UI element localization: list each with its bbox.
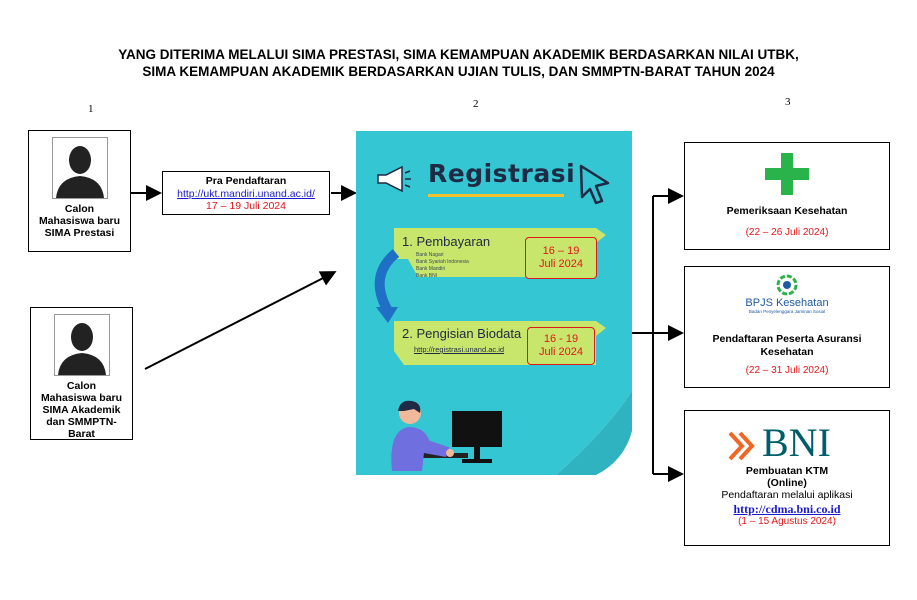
diagram-title-line-1: YANG DITERIMA MELALUI SIMA PRESTASI, SIMA KEMAMPUAN AKADEMIK BERDASARKAN NILAI UTBK, bbox=[118, 47, 799, 62]
applicant2-line4: dan SMMPTN- bbox=[46, 416, 117, 428]
step-number-2: 2 bbox=[473, 98, 479, 110]
megaphone-icon bbox=[372, 165, 412, 193]
registration-title: Registrasi bbox=[428, 159, 576, 188]
ktm-date: (1 – 15 Agustus 2024) bbox=[738, 516, 836, 527]
payment-date-box bbox=[525, 237, 597, 279]
bpjs-logo bbox=[738, 273, 836, 323]
applicant-sima-prestasi-box bbox=[28, 130, 131, 252]
biodata-link[interactable]: http://registrasi.unand.ac.id bbox=[414, 345, 505, 354]
step-number-1: 1 bbox=[88, 103, 94, 115]
medical-cross-icon bbox=[765, 153, 809, 195]
cursor-icon bbox=[578, 163, 612, 207]
pre-registration-link[interactable]: http://ukt.mandiri.unand.ac.id/ bbox=[177, 187, 315, 200]
applicant2-line5: Barat bbox=[68, 428, 95, 440]
diagram-title-line-2: SIMA KEMAMPUAN AKADEMIK BERDASARKAN UJIAN TULIS, DAN SMMPTN-BARAT TAHUN 2024 bbox=[142, 64, 775, 79]
bank-item: Bank Mandiri bbox=[416, 266, 446, 272]
bni-emblem-icon bbox=[728, 431, 758, 461]
applicant-photo-placeholder bbox=[52, 137, 108, 199]
arrow-applicant2-to-registration bbox=[145, 273, 333, 369]
payment-step-label: 1. Pembayaran bbox=[402, 234, 491, 249]
pre-registration-box bbox=[162, 171, 330, 215]
insurance-box bbox=[684, 266, 890, 388]
applicant1-line2: Mahasiswa baru bbox=[38, 215, 121, 227]
insurance-title-line1: Pendaftaran Peserta Asuransi bbox=[712, 333, 862, 345]
applicant2-line2: Mahasiswa baru bbox=[40, 392, 123, 404]
bank-item: Bank BNI bbox=[416, 273, 438, 279]
bpjs-emblem-icon bbox=[774, 273, 800, 297]
biodata-step-label: 2. Pengisian Biodata bbox=[402, 326, 522, 341]
applicant-sima-akademik-box bbox=[30, 307, 133, 440]
bpjs-logo-text: BPJS Kesehatan bbox=[745, 297, 829, 309]
insurance-title-line2: Kesehatan bbox=[760, 346, 814, 358]
health-check-title: Pemeriksaan Kesehatan bbox=[726, 205, 848, 217]
applicant1-line3: SIMA Prestasi bbox=[44, 227, 115, 239]
biodata-date-line1: 16 - 19 bbox=[543, 333, 579, 345]
applicant2-line1: Calon bbox=[66, 380, 97, 392]
biodata-date-box bbox=[527, 327, 595, 365]
applicant2-line3: SIMA Akademik bbox=[42, 404, 121, 416]
applicant1-line1: Calon bbox=[64, 203, 95, 215]
ktm-box bbox=[684, 410, 890, 546]
pre-registration-title: Pra Pendaftaran bbox=[205, 175, 287, 187]
bpjs-logo-subtext: Badan Penyelenggara Jaminan Sosial bbox=[748, 309, 826, 314]
bank-item: Bank Syariah Indonesia bbox=[416, 259, 469, 265]
ktm-title-line2: (Online) bbox=[767, 477, 807, 489]
applicant-photo-placeholder bbox=[54, 314, 110, 376]
person-at-computer-illustration bbox=[378, 399, 508, 471]
bank-list bbox=[416, 252, 469, 280]
insurance-date: (22 – 31 Juli 2024) bbox=[745, 365, 829, 376]
payment-date-line2: Juli 2024 bbox=[538, 258, 584, 270]
bni-logo bbox=[726, 420, 848, 465]
pre-registration-date: 17 – 19 Juli 2024 bbox=[206, 200, 286, 212]
title-underline bbox=[428, 194, 564, 197]
bni-logo-text: BNI bbox=[762, 420, 831, 465]
ktm-subtitle: Pendaftaran melalui aplikasi bbox=[721, 489, 853, 501]
step-number-3: 3 bbox=[785, 96, 791, 108]
registration-poster bbox=[356, 131, 632, 475]
person-silhouette-icon bbox=[53, 138, 107, 198]
person-silhouette-icon bbox=[55, 315, 109, 375]
bank-item: Bank Nagari bbox=[416, 252, 444, 258]
health-check-box bbox=[684, 142, 890, 250]
ktm-link[interactable]: http://cdma.bni.co.id bbox=[733, 502, 841, 516]
health-check-date: (22 – 26 Juli 2024) bbox=[745, 227, 829, 238]
ktm-title-line1: Pembuatan KTM bbox=[745, 465, 829, 477]
payment-date-line1: 16 – 19 bbox=[542, 245, 580, 257]
biodata-date-line2: Juli 2024 bbox=[538, 346, 584, 358]
